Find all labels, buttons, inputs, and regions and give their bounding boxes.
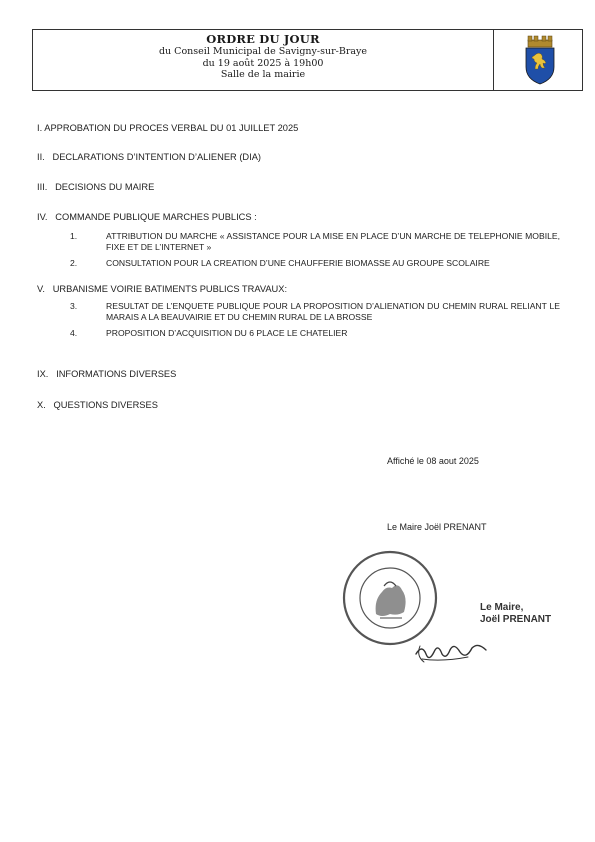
subitem-number: 3.	[70, 301, 78, 311]
document-title: ORDRE DU JOUR	[206, 32, 320, 46]
agenda-item	[37, 369, 176, 379]
agenda-item	[37, 123, 298, 133]
agenda-item-label: COMMANDE PUBLIQUE MARCHES PUBLICS :	[55, 212, 257, 222]
header-line-council: du Conseil Municipal de Savigny-sur-Braye	[158, 46, 368, 57]
agenda-item	[37, 400, 158, 410]
agenda-item-number: IX.	[37, 369, 49, 379]
subitem-number: 1.	[70, 231, 78, 241]
agenda-item-label: URBANISME VOIRIE BATIMENTS PUBLICS TRAVAUX:	[52, 284, 288, 294]
subitem-number: 4.	[70, 328, 78, 338]
mayor-name: Le Maire Joël PRENANT	[387, 522, 487, 532]
agenda-item-number: X.	[37, 400, 46, 410]
subitem-text: PROPOSITION D’ACQUISITION DU 6 PLACE LE CHATELIER	[106, 328, 348, 338]
subitem-text: RESULTAT DE L’ENQUETE PUBLIQUE POUR LA PROPOSITION D’ALIENATION DU CHEMIN RURAL RELIANT LE MARAIS A LA BEAUVAIRIE ET DU CHEMIN RURAL DE LA BROSSE	[106, 301, 560, 322]
signature-block	[480, 602, 551, 626]
agenda-item-number: I.	[37, 123, 43, 133]
agenda-item	[37, 182, 154, 192]
agenda-item-number: IV.	[37, 212, 48, 222]
agenda-item-number: II.	[37, 152, 45, 162]
signature-name: Joël PRENANT	[480, 614, 552, 625]
agenda-item	[37, 212, 257, 222]
agenda-item-label: INFORMATIONS DIVERSES	[56, 369, 177, 379]
agenda-item-label: DECLARATIONS D’INTENTION D’ALIENER (DIA)	[52, 152, 262, 162]
handwritten-signature-icon	[412, 632, 502, 666]
agenda-item-label: QUESTIONS DIVERSES	[53, 400, 158, 410]
header-line-venue: Salle de la mairie	[220, 69, 306, 80]
signature-title: Le Maire,	[480, 602, 524, 613]
header-line-date: du 19 août 2025 à 19h00	[202, 57, 324, 69]
agenda-item	[37, 152, 261, 162]
subitem-number: 2.	[70, 258, 78, 268]
agenda-item-label: DECISIONS DU MAIRE	[55, 182, 155, 192]
posted-date: Affiché le 08 aout 2025	[387, 456, 479, 466]
agenda-item-number: V.	[37, 284, 45, 294]
agenda-item-label: APPROBATION DU PROCES VERBAL DU 01 JUILLET 2025	[44, 123, 299, 133]
agenda-item-number: III.	[37, 182, 48, 192]
subitem-text: CONSULTATION POUR LA CREATION D’UNE CHAUFFERIE BIOMASSE AU GROUPE SCOLAIRE	[106, 258, 490, 268]
subitem-text: ATTRIBUTION DU MARCHE « ASSISTANCE POUR LA MISE EN PLACE D’UN MARCHE DE TELEPHONIE MOBILE, FIXE ET DE L’INTERNET »	[106, 231, 560, 252]
agenda-item	[37, 284, 287, 294]
